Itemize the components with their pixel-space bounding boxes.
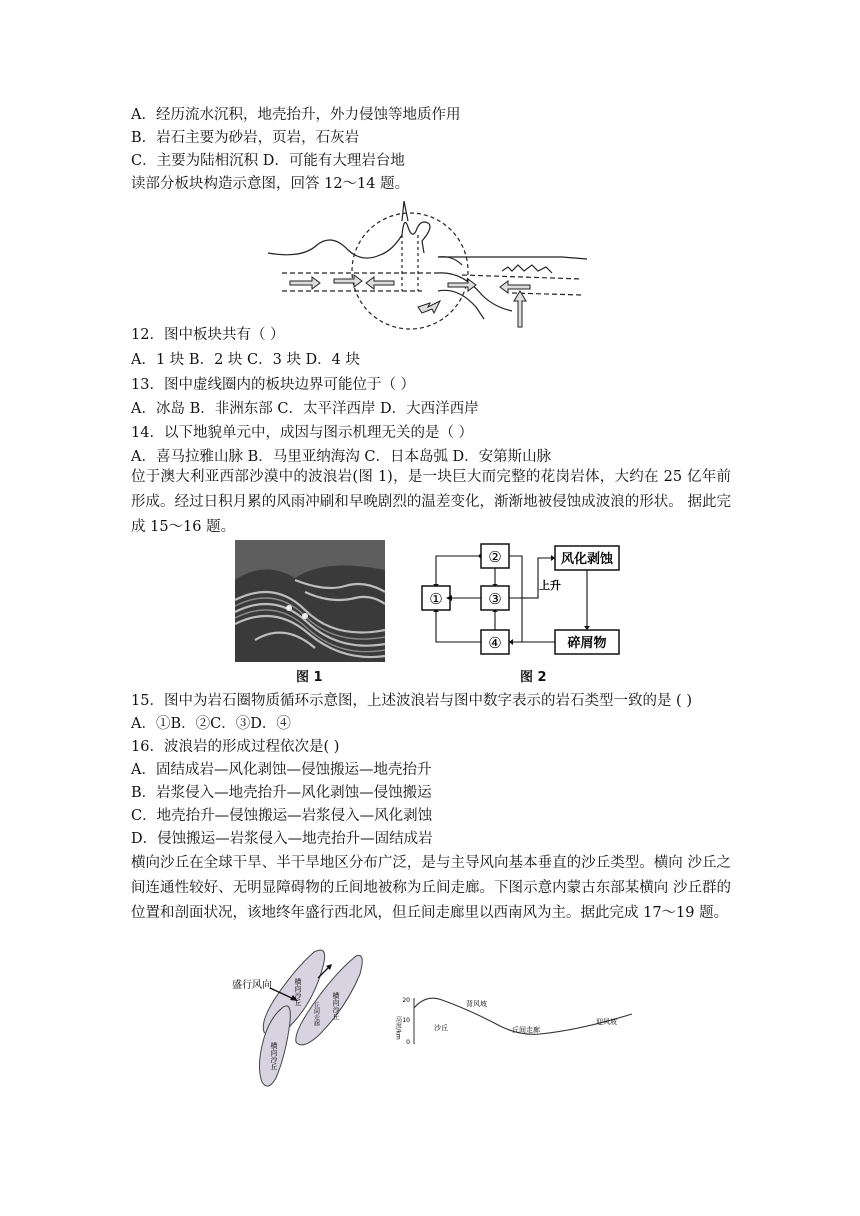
q16-option-d: D．侵蚀搬运—岩浆侵入—地壳抬升—固结成岩 <box>131 831 433 847</box>
dune-profile-chart <box>390 992 640 1052</box>
fig1-caption: 图 1 <box>296 670 323 685</box>
q16-stem: 16．波浪岩的形成过程依次是( ) <box>131 739 340 755</box>
arrow-right-3 <box>448 279 476 291</box>
q14-options: A．喜马拉雅山脉 B．马里亚纳海沟 C．日本岛弧 D．安第斯山脉 <box>131 449 552 465</box>
arrow-right-1 <box>290 277 320 289</box>
q13-options: A．冰岛 B．非洲东部 C．太平洋西岸 D．大西洋西岸 <box>131 401 479 417</box>
option-cd-line: C．主要为陆相沉积 D．可能有大理岩台地 <box>131 153 405 169</box>
arrow-down-left <box>418 301 440 313</box>
rock-cycle-diagram <box>418 540 630 658</box>
wave-rock-intro: 位于澳大利亚西部沙漠中的波浪岩(图 1)，是一块巨大而完整的花岗岩体，大约在 25 亿年前形成。经过日积月累的风雨冲刷和早晚剧烈的温差变化，渐渐地被侵蚀成波浪的形状。 据此完成 15～16 题。 <box>131 469 731 535</box>
q15-stem: 15．图中为岩石圈物质循环示意图，上述波浪岩与图中数字表示的岩石类型一致的是 ( ) <box>131 693 692 709</box>
box-3-label: ③ <box>488 590 502 608</box>
tick-10: 10 <box>402 1017 410 1024</box>
q13-stem: 13．图中虚线圈内的板块边界可能位于（ ） <box>131 377 416 393</box>
instruction-12-14: 读部分板块构造示意图，回答 12～14 题。 <box>131 176 410 192</box>
debris-label: 碎屑物 <box>567 636 607 651</box>
q14-stem: 14．以下地貌单元中，成因与图示机理无关的是（ ） <box>131 425 474 441</box>
q16-option-a: A．固结成岩—风化剥蚀—侵蚀搬运—地壳抬升 <box>131 762 432 778</box>
uplift-label: 上升 <box>539 579 561 592</box>
arrow-right-2 <box>334 275 362 287</box>
option-a-line: A．经历流水沉积，地壳抬升，外力侵蚀等地质作用 <box>131 107 461 123</box>
dune-map <box>220 944 370 1090</box>
arrow-up <box>514 291 526 327</box>
dune-intro: 横向沙丘在全球干旱、半干旱地区分布广泛，是与主导风向基本垂直的沙丘类型。横向 沙丘之间连通性较好、无明显障碍物的丘间地被称为丘间走廊。下图示意内蒙古东部某横向 沙丘群的位置和剖面状况，该地终年盛行西北风，但丘间走廊里以西南风为主。据此完成 17～19 题。 <box>131 855 731 921</box>
y-axis-label: 高度/km <box>394 1016 402 1040</box>
arrow-left-1 <box>366 277 394 289</box>
dune-label-2: 横向沙丘 <box>332 992 340 1020</box>
option-b-line: B．岩石主要为砂岩，页岩，石灰岩 <box>131 130 360 146</box>
dune-label-1: 横向沙丘 <box>294 978 302 1006</box>
dune-label-3: 横向沙丘 <box>270 1042 278 1070</box>
wind-label: 盛行风向 <box>232 980 272 991</box>
q16-option-c: C．地壳抬升—侵蚀搬运—岩浆侵入—风化剥蚀 <box>131 808 433 824</box>
windward-label: 背风坡 <box>466 1000 487 1008</box>
corridor2-label: 丘间走廊 <box>512 1026 540 1034</box>
plate-boundary-diagram <box>262 195 602 333</box>
tick-0: 0 <box>406 1039 410 1046</box>
fig2-caption: 图 2 <box>520 670 547 685</box>
q12-options: A．1 块 B．2 块 C．3 块 D．4 块 <box>131 352 361 368</box>
dashed-circle <box>352 213 468 329</box>
corridor-label: 丘间走廊 <box>312 1002 320 1026</box>
q12-stem: 12．图中板块共有（ ） <box>131 327 285 343</box>
q16-option-b: B．岩浆侵入—地壳抬升—风化剥蚀—侵蚀搬运 <box>131 785 432 801</box>
box-1-label: ① <box>429 590 443 608</box>
tick-20: 20 <box>402 997 410 1004</box>
leeward-label: 迎风坡 <box>596 1018 617 1026</box>
arrow-left-2 <box>500 281 530 293</box>
box-4-label: ④ <box>488 634 502 652</box>
wave-rock-photo <box>235 540 385 662</box>
box-2-label: ② <box>488 548 502 566</box>
sand-label: 沙丘 <box>434 1024 448 1032</box>
q15-options: A．①B．②C．③D．④ <box>131 716 291 732</box>
weathering-label: 风化剥蚀 <box>560 552 614 567</box>
